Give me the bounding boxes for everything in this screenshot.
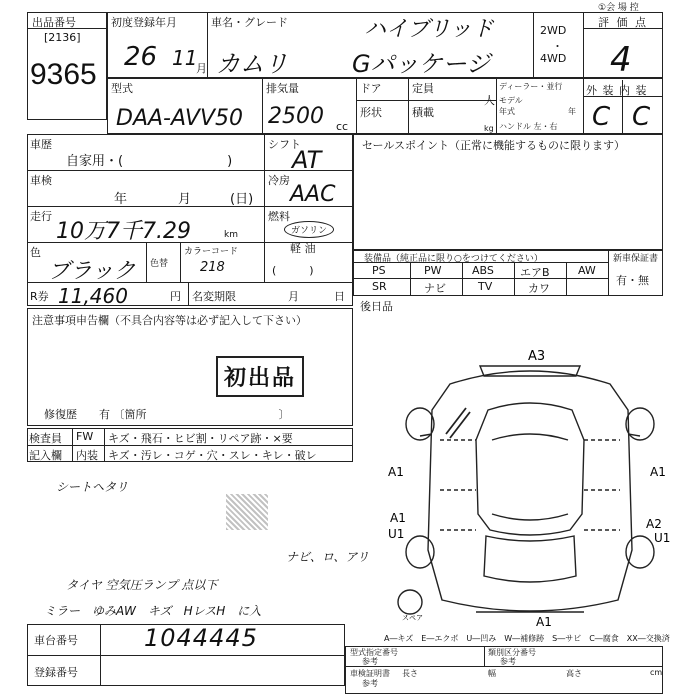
cert-unit: cm <box>650 668 663 677</box>
inspection-day: (日) <box>230 192 254 207</box>
inspection-label: 車検 <box>30 174 52 187</box>
mark-left-lower-2: U1 <box>388 527 405 541</box>
sales-point-label: セールスポイント（正常に機能するものに限ります） <box>362 139 626 152</box>
car-damage-diagram <box>380 340 680 630</box>
shift-value: AT <box>292 146 322 174</box>
classification-ref: 参考 <box>500 657 516 666</box>
fuel-gasoline-circled: ガソリン <box>284 221 334 238</box>
mileage-label: 走行 <box>30 210 52 223</box>
ext-int-label: 外 装 内 装 <box>586 84 648 97</box>
lot-code: [2136] <box>44 31 81 44</box>
color-code-label: カラーコード <box>184 247 239 257</box>
damage-legend: A―キズ E―エクボ U―凹み W―補修跡 S―サビ C―腐食 XX―交換済 <box>384 634 670 643</box>
mark-bottom: A1 <box>536 615 552 629</box>
first-listing-stamp: 初出品 <box>216 356 304 397</box>
aircon-label: 冷房 <box>268 174 290 187</box>
drive-dot: ・ <box>552 40 563 53</box>
displacement-value: 2500 <box>268 104 324 129</box>
score-label: 評 価 点 <box>598 16 648 29</box>
cert-width: 幅 <box>488 669 496 678</box>
inspection-year: 年 <box>114 192 128 207</box>
dealer-line-2: モデル <box>499 96 523 105</box>
aircon-value: AAC <box>290 182 336 207</box>
usage-value: 自家用・( ) <box>66 154 233 169</box>
chassis-label: 車台番号 <box>34 634 78 647</box>
cert-label: 車検証明書 <box>350 669 390 678</box>
equip-abs: ABS <box>472 264 494 277</box>
shift-label: シフト <box>268 138 301 151</box>
inspector-fw-items: キズ・飛石・ヒビ割・リペア跡・×要 <box>108 432 293 445</box>
capacity-unit: 人 <box>484 94 495 107</box>
color-label: 色 <box>30 246 41 259</box>
mark-right-lower-1: A2 <box>646 517 662 531</box>
score-value: 4 <box>610 40 632 80</box>
usage-label: 車歴 <box>30 138 52 151</box>
designation-label: 型式指定番号 <box>350 648 398 657</box>
equip-ps: PS <box>372 264 386 277</box>
remark-navi: ナビ、ロ、アリ <box>286 550 369 564</box>
inspector-interior-items: キズ・汚レ・コゲ・穴・スレ・キレ・破レ <box>108 449 317 462</box>
plate-expiry-label: 名変期限 <box>192 290 236 303</box>
plate-expiry-month: 月 <box>288 290 299 303</box>
fuel-label: 燃料 <box>268 210 290 223</box>
equip-aw: AW <box>578 264 596 277</box>
color-value: ブラック <box>48 259 136 284</box>
displacement-unit: cc <box>336 120 349 133</box>
shape-label: 形状 <box>360 106 382 119</box>
load-label: 積載 <box>412 106 434 119</box>
first-reg-month-unit: 月 <box>196 62 207 75</box>
inspector-label-1: 検査員 <box>29 432 62 445</box>
car-outline <box>398 366 654 614</box>
mark-right-lower-2: U1 <box>654 531 671 545</box>
first-reg-month: 11 <box>172 46 198 70</box>
mark-left-upper: A1 <box>388 465 404 479</box>
mark-left-lower-1: A1 <box>390 511 406 525</box>
warranty-label: 新車保証書 <box>613 254 659 264</box>
drive-2wd: 2WD <box>540 24 567 37</box>
inspector-label-2: 記入欄 <box>29 449 62 462</box>
remark-seat-wear: シートヘタリ <box>56 480 129 494</box>
fuel-other: ( ) <box>272 264 314 277</box>
dealer-line-3: 年式 <box>499 107 515 116</box>
first-reg-year: 26 <box>124 42 158 72</box>
mileage-value: 10万7千7.29 <box>56 219 191 244</box>
recycle-label: R券 <box>30 290 49 303</box>
dealer-year-unit: 年 <box>568 107 576 116</box>
chassis-number: 1044445 <box>144 624 258 652</box>
recycle-unit: 円 <box>170 290 181 303</box>
drive-4wd: 4WD <box>540 52 567 65</box>
spare-label: スペア <box>402 614 423 622</box>
scribble-mark <box>226 494 268 530</box>
interior-grade: C <box>632 102 651 132</box>
equipment-label: 装備品（純正品に限り○をつけてください） <box>364 254 543 264</box>
warranty-value: 有・無 <box>616 274 649 287</box>
equip-navi: ナビ <box>424 282 446 295</box>
cert-length: 長さ <box>402 669 418 678</box>
cert-ref: 参考 <box>362 679 378 688</box>
load-unit: kg <box>484 124 494 133</box>
classification-label: 類別区分番号 <box>488 648 536 657</box>
plate-expiry-day: 日 <box>334 290 345 303</box>
inspection-month: 月 <box>178 192 192 207</box>
designation-ref: 参考 <box>362 657 378 666</box>
equip-airbag: エアB <box>520 266 550 279</box>
color-code-value: 218 <box>200 260 225 275</box>
equip-sr: SR <box>372 280 387 293</box>
remark-mirror: ミラー ゆみAW キズ HレスH に入 <box>44 604 262 618</box>
registration-label: 登録番号 <box>34 666 78 679</box>
lot-label: 出品番号 <box>32 16 76 29</box>
exterior-grade: C <box>592 102 611 132</box>
first-reg-label: 初度登録年月 <box>111 16 177 29</box>
grade-line-1: ハイブリッド <box>364 17 494 42</box>
equip-tv: TV <box>478 280 493 293</box>
mark-top: A3 <box>528 349 546 364</box>
model-value: DAA-AVV50 <box>116 106 244 131</box>
lot-number: 9365 <box>30 58 97 91</box>
recycle-value: 11,460 <box>58 284 128 308</box>
equip-pw: PW <box>424 264 442 277</box>
cert-height: 高さ <box>566 669 582 678</box>
mark-right-upper: A1 <box>650 465 666 479</box>
capacity-label: 定員 <box>412 82 434 95</box>
remark-tyre: タイヤ 空気圧ランプ 点以下 <box>66 578 218 592</box>
dealer-line-1: ディーラー・並行 <box>499 82 563 91</box>
inspector-interior-tag: 内装 <box>76 449 98 462</box>
dealer-handle: ハンドル 左・右 <box>499 122 558 131</box>
venue-copy-label: ①会 場 控 <box>598 3 639 13</box>
displacement-label: 排気量 <box>266 82 299 95</box>
door-label: ドア <box>360 82 382 95</box>
equip-leather: カワ <box>528 282 550 295</box>
notes-label: 注意事項申告欄（不具合内容等は必ず記入して下さい） <box>32 314 307 327</box>
grade-line-2: Gパッケージ <box>352 50 491 78</box>
car-name-label: 車名・グレード <box>211 16 288 29</box>
repair-history: 修復歴 有 〔箇所 〕 <box>44 408 290 421</box>
inspector-fw-tag: FW <box>76 430 94 443</box>
fuel-diesel: 軽 油 <box>290 242 316 255</box>
color-change-label: 色替 <box>150 259 169 269</box>
post-delivery-label: 後日品 <box>360 300 393 313</box>
model-label: 型式 <box>111 82 133 95</box>
mileage-unit: km <box>224 230 238 240</box>
car-name-value: カムリ <box>216 50 288 78</box>
